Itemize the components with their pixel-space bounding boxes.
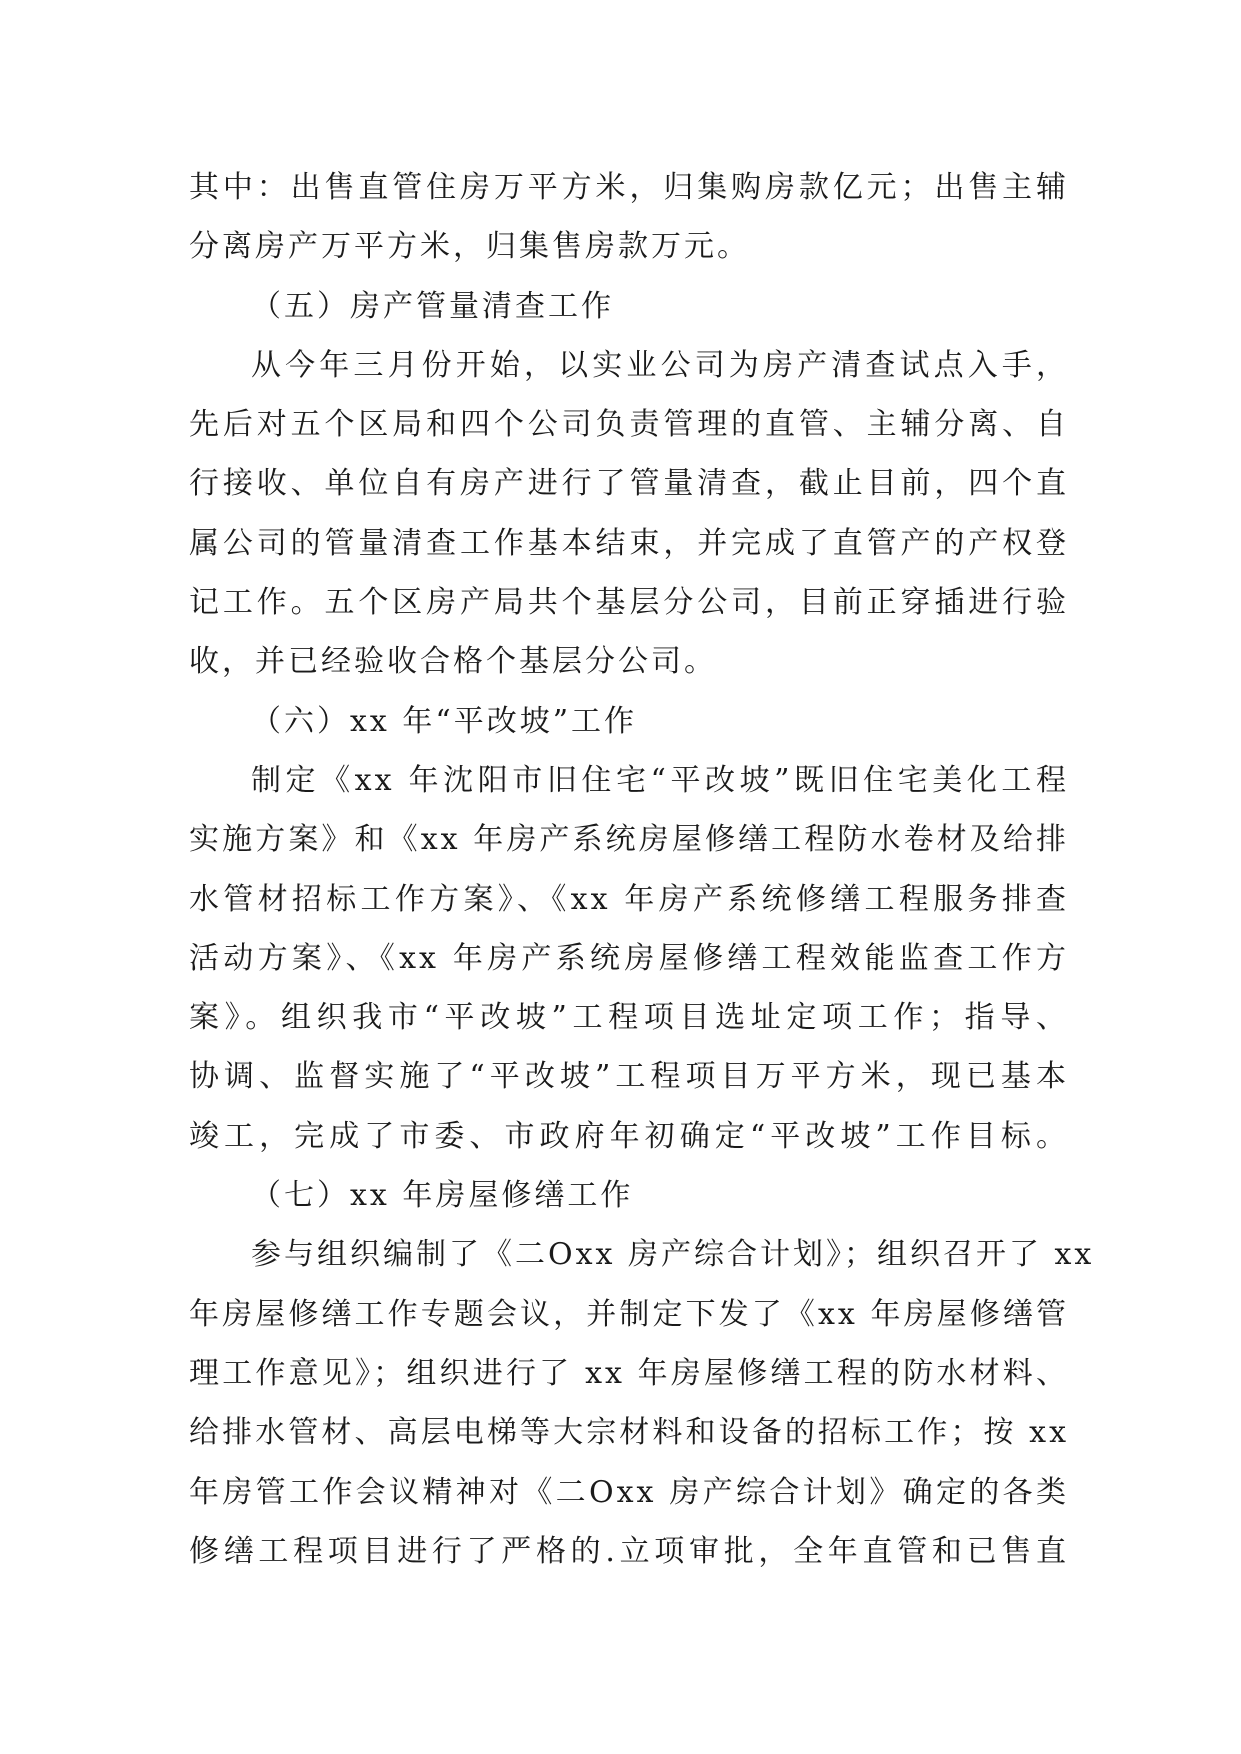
section-heading: （七）xx 年房屋修缮工作 [251,1178,634,1214]
body-line: 协调、监督实施了“平改坡”工程项目万平方米，现已基本 [189,1059,1069,1095]
body-line: 水管材招标工作方案》、《xx 年房产系统修缮工程服务排查 [189,881,1069,917]
body-line: 给排水管材、高层电梯等大宗材料和设备的招标工作；按 xx [189,1415,1069,1451]
body-line: 理工作意见》；组织进行了 xx 年房屋修缮工程的防水材料、 [189,1355,1069,1391]
body-line: 行接收、单位自有房产进行了管量清查，截止目前，四个直 [189,466,1069,502]
document-body [189,158,1095,1581]
body-line: 分离房产万平方米，归集售房款万元。 [189,229,750,265]
body-line: 其中：出售直管住房万平方米，归集购房款亿元；出售主辅 [189,170,1069,205]
body-line: 实施方案》和《xx 年房产系统房屋修缮工程防水卷材及给排 [189,822,1069,858]
body-line: 收，并已经验收合格个基层分公司。 [189,644,717,680]
section-heading: （六）xx 年“平改坡”工作 [251,703,638,739]
section-heading: （五）房产管量清查工作 [251,288,614,324]
body-line: 活动方案》、《xx 年房产系统房屋修缮工程效能监查工作方 [189,940,1069,976]
body-line: 竣工，完成了市委、市政府年初确定“平改坡”工作目标。 [189,1118,1069,1154]
body-line: 修缮工程项目进行了严格的.立项审批，全年直管和已售直 [189,1533,1069,1569]
paragraph-first-line: 从今年三月份开始，以实业公司为房产清查试点入手， [251,347,1069,383]
body-line: 属公司的管量清查工作基本结束，并完成了直管产的产权登 [189,525,1069,561]
paragraph-first-line: 参与组织编制了《二Оxx 房产综合计划》；组织召开了 xx [251,1237,1095,1273]
body-line: 年房屋修缮工作专题会议，并制定下发了《xx 年房屋修缮管 [189,1296,1069,1332]
body-line: 案》。组织我市“平改坡”工程项目选址定项工作；指导、 [189,1000,1069,1036]
body-line: 先后对五个区局和四个公司负责管理的直管、主辅分离、自 [189,407,1069,443]
body-line: 记工作。五个区房产局共个基层分公司，目前正穿插进行验 [189,585,1069,621]
paragraph-first-line: 制定《xx 年沈阳市旧住宅“平改坡”既旧住宅美化工程 [251,762,1069,798]
body-line: 年房管工作会议精神对《二Оxx 房产综合计划》确定的各类 [189,1474,1069,1510]
